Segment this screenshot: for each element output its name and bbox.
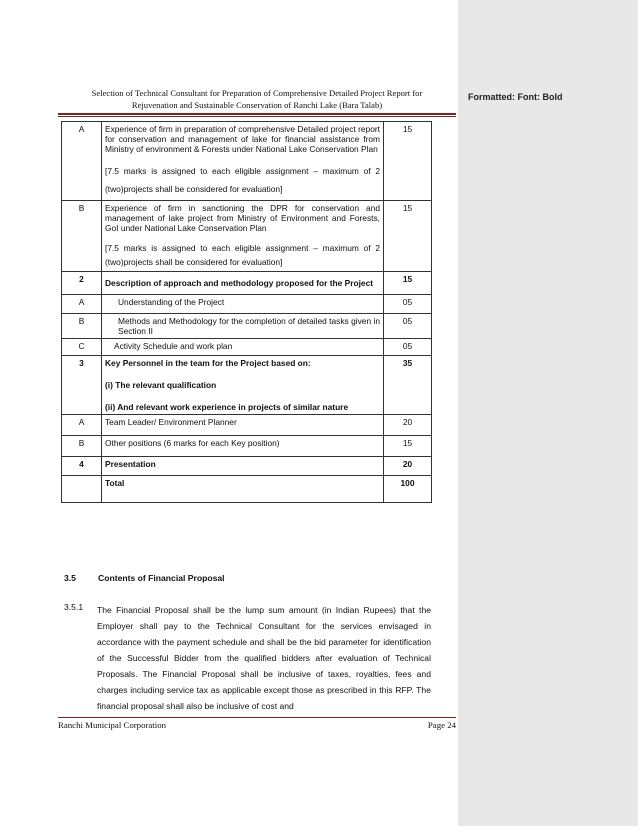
header-line-1: Selection of Technical Consultant for Preparation of Comprehensive Detailed Project Report for [91, 88, 423, 98]
row-score: 05 [384, 339, 432, 356]
table-row [62, 356, 432, 415]
footer-page-number: Page 24 [427, 720, 456, 730]
row-score: 20 [384, 415, 432, 436]
paragraph-number: 3.5.1 [64, 602, 84, 612]
table-row [62, 436, 432, 457]
row-id: C [62, 339, 102, 356]
section-number: 3.5 [64, 573, 76, 583]
table-row [62, 457, 432, 476]
row-description: Key Personnel in the team for the Project based on: [105, 358, 311, 368]
row-score: 05 [384, 295, 432, 314]
row-sub-item-2: (ii) And relevant work experience in projects of similar nature [105, 402, 349, 412]
row-id: 3 [62, 356, 102, 415]
row-score: 100 [384, 476, 432, 503]
table-row [62, 339, 432, 356]
row-id: B [62, 201, 102, 272]
row-description: Experience of firm in preparation of comprehensive Detailed project report for conservation and management of lake for financial assistance from Ministry of environment & Forests under National Lake Conservation Plan [105, 124, 380, 154]
header-rule-thick [58, 113, 456, 115]
section-title: Contents of Financial Proposal [98, 573, 225, 583]
row-score: 15 [384, 272, 432, 295]
row-text: Methods and Methodology for the completion of detailed tasks given in Section II [102, 314, 384, 339]
paragraph-text: The Financial Proposal shall be the lump sum amount (in Indian Rupees) that the Employer shall pay to the Technical Consultant for the services envisaged in accordance with the payment schedule and shall be the bid parameter for identification of the Successful Bidder from the qualified bidders after evaluation of Technical Proposals. The Financial Proposal shall be inclusive of taxes, royalties, fees and charges including service tax as applicable except those as prescribed in this RFP. The financial proposal shall also be inclusive of cost and [97, 605, 431, 711]
section-heading [64, 573, 225, 583]
row-sub-item-1: (i) The relevant qualification [105, 380, 217, 390]
row-id: B [62, 314, 102, 339]
footer-rule [58, 717, 456, 718]
row-score: 35 [384, 356, 432, 415]
table-row [62, 295, 432, 314]
row-id [62, 476, 102, 503]
row-text: Description of approach and methodology proposed for the Project [102, 272, 384, 295]
row-id: 2 [62, 272, 102, 295]
table-row [62, 476, 432, 503]
footer-organization: Ranchi Municipal Corporation [58, 720, 166, 730]
comments-sidebar [458, 0, 638, 826]
row-text [102, 122, 384, 201]
table-row [62, 314, 432, 339]
table-row [62, 122, 432, 201]
row-id: A [62, 295, 102, 314]
header-line-2: Rejuvenation and Sustainable Conservation of Ranchi Lake (Bara Talab) [131, 100, 383, 110]
row-text: Total [102, 476, 384, 503]
table-row [62, 272, 432, 295]
row-id: B [62, 436, 102, 457]
row-score: 15 [384, 122, 432, 201]
row-note: [7.5 marks is assigned to each eligible assignment – maximum of 2 (two)projects shall be considered for evaluation] [105, 166, 380, 194]
row-score: 20 [384, 457, 432, 476]
row-score: 05 [384, 314, 432, 339]
row-score: 15 [384, 436, 432, 457]
page-header [58, 87, 456, 111]
row-text: Understanding of the Project [102, 295, 384, 314]
row-text [102, 201, 384, 272]
table-row [62, 201, 432, 272]
evaluation-table [61, 121, 432, 503]
row-description: Experience of firm in sanctioning the DPR for conservation and management of lake project from Ministry of Environment and Forests, GoI under National Lake Conservation Plan [105, 203, 380, 233]
formatting-comment: Formatted: Font: Bold [468, 92, 563, 102]
row-id: A [62, 122, 102, 201]
row-score: 15 [384, 201, 432, 272]
row-id: A [62, 415, 102, 436]
table-row [62, 415, 432, 436]
header-rule-thin [58, 116, 456, 117]
row-text: Team Leader/ Environment Planner [102, 415, 384, 436]
row-text: Activity Schedule and work plan [102, 339, 384, 356]
row-text [102, 356, 384, 415]
row-note: [7.5 marks is assigned to each eligible assignment – maximum of 2 (two)projects shall be considered for evaluation] [105, 243, 380, 267]
row-text: Other positions (6 marks for each Key position) [102, 436, 384, 457]
row-id: 4 [62, 457, 102, 476]
row-text: Presentation [102, 457, 384, 476]
